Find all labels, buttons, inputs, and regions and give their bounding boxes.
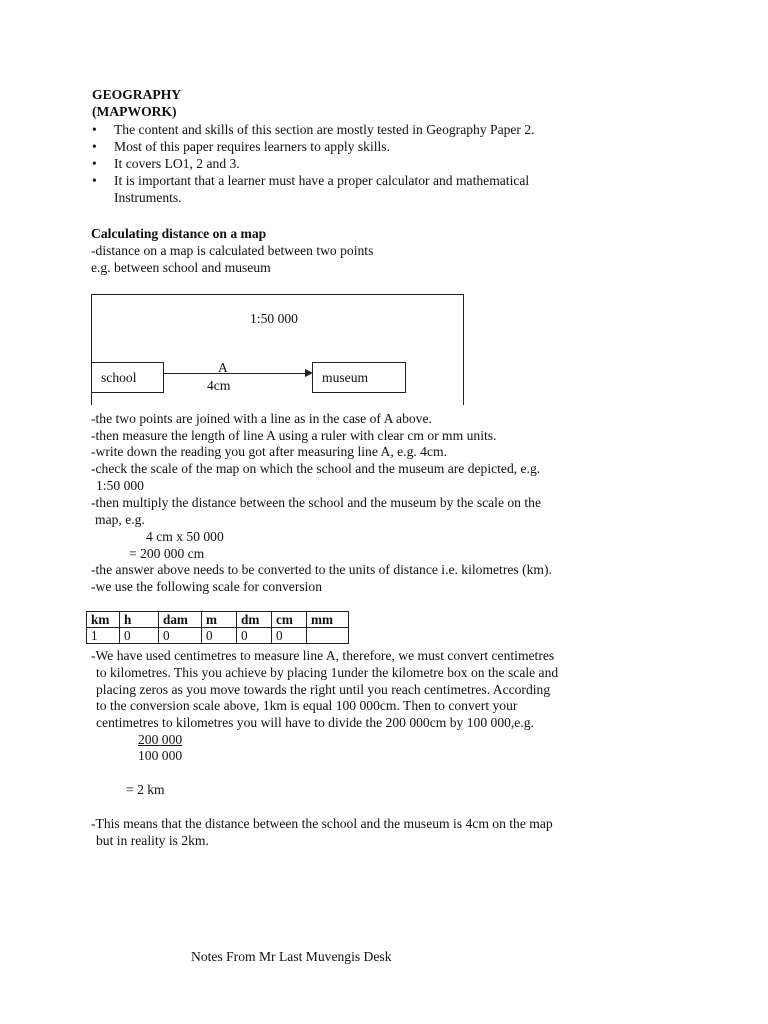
intro-line: e.g. between school and museum (91, 260, 271, 275)
table-cell: 1 (87, 628, 120, 644)
step-line: -then measure the length of line A using a ruler with clear cm or mm units. (91, 428, 497, 443)
table-header-cell: km (87, 612, 120, 628)
step-line: 1:50 000 (96, 478, 144, 493)
table-row (87, 612, 349, 628)
bullet-item: • It is important that a learner must have a proper calculator and mathematical (92, 173, 530, 188)
step-line: -check the scale of the map on which the school and the museum are depicted, e.g. (91, 461, 541, 476)
explanation-line: to the conversion scale above, 1km is equal 100 000cm. Then to convert your (96, 698, 518, 713)
conclusion-line: -This means that the distance between the school and the museum is 4cm on the map (91, 816, 553, 831)
step-line: -write down the reading you got after measuring line A, e.g. 4cm. (91, 444, 447, 459)
museum-box (312, 362, 406, 393)
bullet-item: • The content and skills of this section are mostly tested in Geography Paper 2. (92, 122, 535, 137)
table-header-cell: h (120, 612, 159, 628)
table-cell: 0 (237, 628, 272, 644)
distance-diagram (91, 294, 464, 405)
conversion-table (86, 611, 349, 644)
result-value: = 2 km (126, 782, 165, 797)
table-cell: 0 (272, 628, 307, 644)
calculation-line: 4 cm x 50 000 (146, 529, 224, 544)
table-header-cell: m (202, 612, 237, 628)
table-cell (307, 628, 349, 644)
table-row (87, 628, 349, 644)
bullet-continuation: Instruments. (114, 190, 182, 205)
intro-bullet-list (92, 121, 652, 206)
school-box (91, 362, 164, 393)
explanation-line: placing zeros as you move towards the right until you reach centimetres. According (96, 682, 551, 697)
bullet-icon: • (92, 139, 97, 154)
step-line: -we use the following scale for conversion (91, 579, 323, 594)
bullet-icon: • (92, 156, 97, 171)
page-footer: Notes From Mr Last Muvengis Desk (191, 949, 392, 964)
explanation-line: to kilometres. This you achieve by placing 1under the kilometre box on the scale and (96, 665, 559, 680)
table-header-cell: dm (237, 612, 272, 628)
intro-line: -distance on a map is calculated between two points (91, 243, 374, 258)
museum-label: museum (322, 370, 369, 385)
calculation-result: = 200 000 cm (129, 546, 205, 561)
diagram-scale: 1:50 000 (250, 311, 298, 326)
page-subtitle: (MAPWORK) (92, 104, 177, 119)
explanation-line: centimetres to kilometres you will have to divide the 200 000cm by 100 000,e.g. (96, 715, 534, 730)
conclusion-line: but in reality is 2km. (96, 833, 209, 848)
bullet-icon: • (92, 122, 97, 137)
table-cell: 0 (159, 628, 202, 644)
fraction-numerator: 200 000 (138, 732, 183, 747)
line-a (163, 373, 311, 374)
page-title: GEOGRAPHY (92, 87, 182, 102)
step-line: -the two points are joined with a line as in the case of A above. (91, 411, 432, 426)
step-line: -the answer above needs to be converted to the units of distance i.e. kilometres (km). (91, 562, 552, 577)
fraction-denominator: 100 000 (138, 748, 183, 763)
step-line: map, e.g. (95, 512, 145, 527)
school-label: school (101, 370, 137, 385)
section-heading: Calculating distance on a map (91, 226, 267, 241)
line-label: A (218, 360, 228, 375)
bullet-icon: • (92, 173, 97, 188)
bullet-item: • Most of this paper requires learners to apply skills. (92, 139, 390, 154)
explanation-line: -We have used centimetres to measure line A, therefore, we must convert centimetres (91, 648, 555, 663)
step-line: -then multiply the distance between the school and the museum by the scale on the (91, 495, 541, 510)
table-header-cell: mm (307, 612, 349, 628)
table-cell: 0 (120, 628, 159, 644)
table-header-cell: cm (272, 612, 307, 628)
table-header-cell: dam (159, 612, 202, 628)
table-cell: 0 (202, 628, 237, 644)
line-distance: 4cm (207, 378, 231, 393)
bullet-item: • It covers LO1, 2 and 3. (92, 156, 240, 171)
